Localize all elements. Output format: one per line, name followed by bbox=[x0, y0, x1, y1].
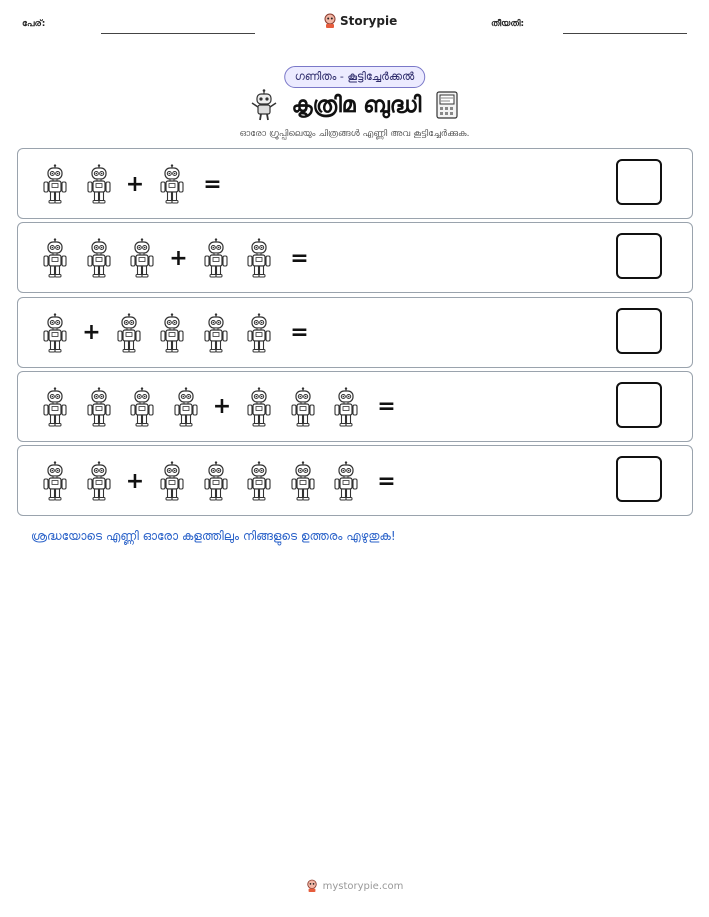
name-label: പേര്: bbox=[22, 19, 46, 29]
problem-expression bbox=[40, 236, 322, 280]
robot-icon bbox=[84, 387, 114, 427]
robot-icon bbox=[201, 461, 231, 501]
problem-expression bbox=[40, 385, 409, 429]
problem-row bbox=[17, 222, 693, 293]
answer-box[interactable] bbox=[616, 233, 662, 279]
robot-icon bbox=[171, 387, 201, 427]
robot-icon bbox=[84, 238, 114, 278]
robot-icon bbox=[40, 461, 70, 501]
name-line bbox=[101, 33, 255, 34]
robot-icon bbox=[201, 238, 231, 278]
robot-icon bbox=[40, 387, 70, 427]
equals-sign: = bbox=[290, 245, 309, 271]
robot-icon bbox=[157, 164, 187, 204]
answer-box[interactable] bbox=[616, 382, 662, 428]
page-title: കൃത്രിമ ബുദ്ധി bbox=[291, 92, 422, 118]
robot-icon bbox=[288, 461, 318, 501]
equals-sign: = bbox=[377, 468, 396, 494]
plus-sign: + bbox=[82, 320, 101, 346]
robot-icon bbox=[127, 387, 157, 427]
robot-icon bbox=[288, 387, 318, 427]
brand bbox=[323, 13, 397, 29]
robot-icon bbox=[40, 238, 70, 278]
robot-icon bbox=[40, 164, 70, 204]
date-line bbox=[563, 33, 687, 34]
instructions: ഓരോ ഗ്രൂപ്പിലെയും ചിത്രങ്ങൾ എണ്ണി അവ കൂട്ടിച്ചേർക്കുക. bbox=[239, 129, 470, 139]
title-row bbox=[0, 89, 709, 121]
plus-sign: + bbox=[212, 394, 232, 420]
date-label: തീയതി: bbox=[491, 19, 525, 29]
robot-icon bbox=[201, 313, 231, 353]
robot-icon bbox=[84, 164, 114, 204]
robot-icon bbox=[331, 461, 361, 501]
problem-expression bbox=[40, 459, 409, 503]
answer-box[interactable] bbox=[616, 456, 662, 502]
problem-row bbox=[17, 445, 693, 516]
equals-sign: = bbox=[290, 320, 309, 346]
robot-icon bbox=[250, 89, 278, 121]
robot-icon bbox=[114, 313, 144, 353]
robot-icon bbox=[331, 387, 361, 427]
plus-sign: + bbox=[169, 245, 188, 271]
site-url: mystorypie.com bbox=[322, 880, 404, 892]
robot-icon bbox=[244, 387, 274, 427]
equals-sign: = bbox=[203, 171, 222, 197]
topic-pill: ഗണിതം - കൂട്ടിച്ചേർക്കൽ bbox=[284, 66, 426, 88]
equals-sign: = bbox=[377, 394, 396, 420]
problem-row bbox=[17, 297, 693, 368]
answer-box[interactable] bbox=[616, 308, 662, 354]
robot-icon bbox=[157, 313, 187, 353]
robot-icon bbox=[244, 461, 274, 501]
robot-icon bbox=[244, 238, 274, 278]
plus-sign: + bbox=[125, 171, 145, 197]
robot-icon bbox=[84, 461, 114, 501]
robot-icon bbox=[244, 313, 274, 353]
brand-name: Storypie bbox=[340, 14, 398, 28]
footer-note: ശ്രദ്ധയോടെ എണ്ണി ഓരോ കളത്തിലും നിങ്ങളുടെ ഉത്തരം എഴുതുക! bbox=[31, 529, 396, 543]
problem-row bbox=[17, 371, 693, 442]
computer-icon bbox=[435, 90, 459, 120]
problem-expression bbox=[40, 311, 322, 355]
answer-box[interactable] bbox=[616, 159, 662, 205]
robot-icon bbox=[127, 238, 157, 278]
problem-row bbox=[17, 148, 693, 219]
problem-expression bbox=[40, 162, 235, 206]
robot-icon bbox=[40, 313, 70, 353]
storypie-logo-icon bbox=[323, 13, 337, 29]
robot-icon bbox=[157, 461, 187, 501]
site-footer bbox=[0, 879, 709, 893]
storypie-logo-icon bbox=[306, 879, 318, 893]
plus-sign: + bbox=[125, 468, 145, 494]
